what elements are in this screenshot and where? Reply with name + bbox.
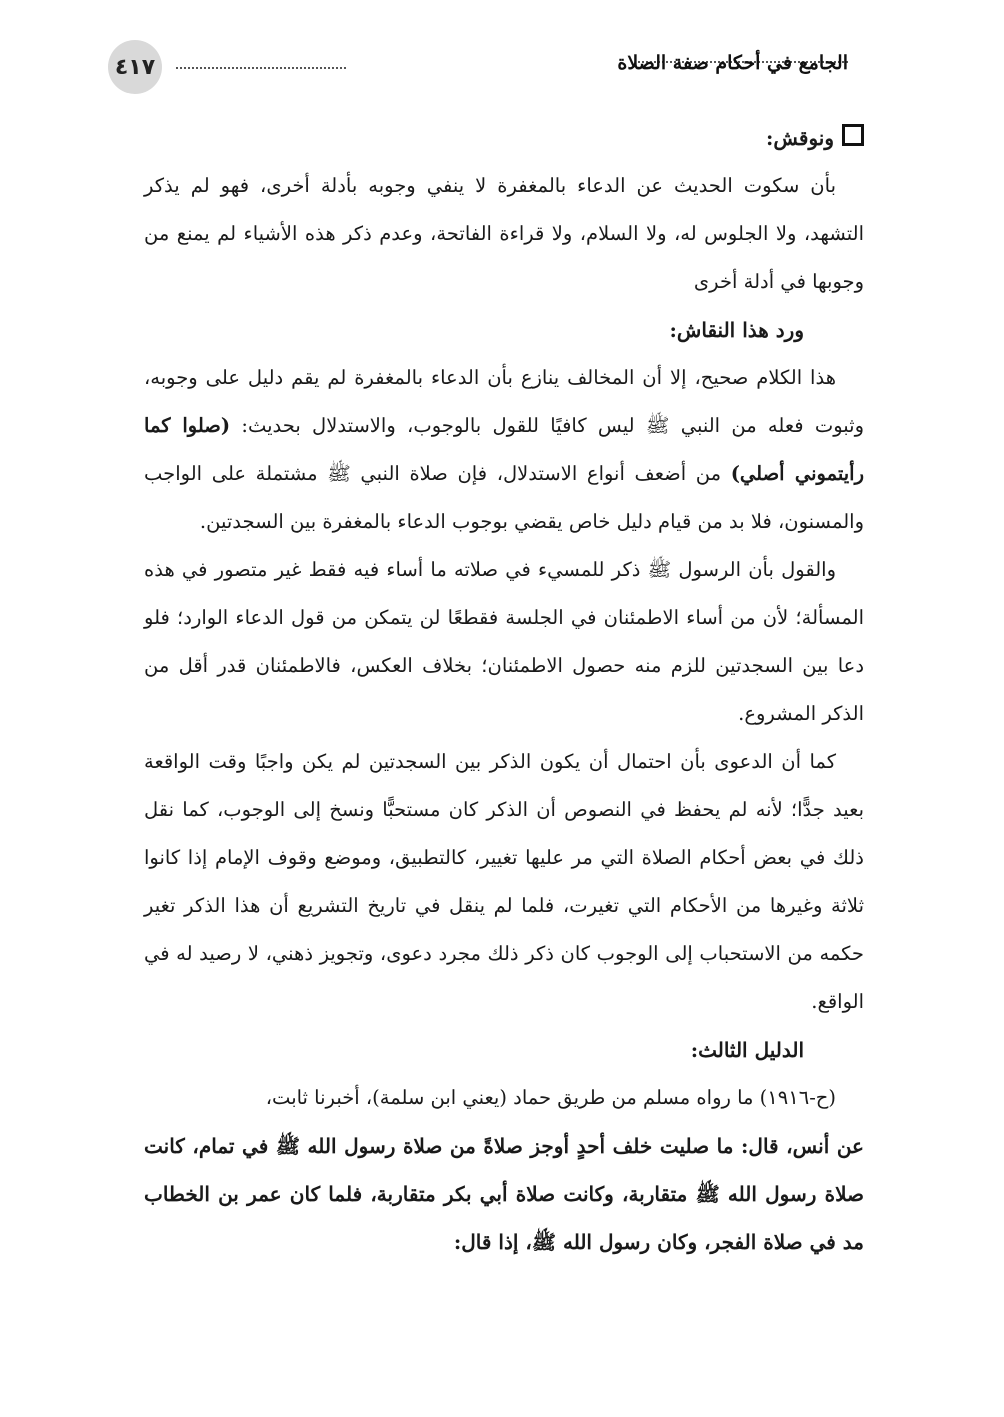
paragraph: بأن سكوت الحديث عن الدعاء بالمغفرة لا ينفي وجوبه بأدلة أخرى، فهو لم يذكر التشهد، ولا الجلوس له، ولا السلام، ولا قراءة الفاتحة، وعدم ذكر هذه الأشياء لم يمنع من وجوبها في أدلة أخرى xyxy=(144,174,864,293)
heading-text: ونوقش: xyxy=(766,126,834,150)
hadith-intro: (ح-١٩١٦) ما رواه مسلم من طريق حماد (يعني ابن سلمة)، أخبرنا ثابت، xyxy=(265,1086,836,1109)
paragraph: والقول بأن الرسول ﷺ ذكر للمسيء في صلاته ما أساء فيه فقط غير متصور في هذه المسألة؛ لأن من أساء الاطمئنان في الجلسة فقطعًا لن يتمكن من قول الدعاء الوارد؛ فلو دعا بين السجدتين للزم منه حصول الاطمئنان؛ بخلاف العكس، فالاطمئنان قدر أقل من الذكر المشروع. xyxy=(144,558,864,725)
hadith-quote: (صلوا كما رأيتموني أصلي) xyxy=(144,414,865,485)
checkbox-square-icon xyxy=(842,124,864,146)
paragraph xyxy=(144,354,864,546)
page-number: ٤١٧ xyxy=(108,40,162,94)
paragraph-text: هذا الكلام صحيح، إلا أن المخالف ينازع بأن الدعاء بالمغفرة لم يقم دليل على وجوبه، وثبوت فعله من النبي ﷺ ليس كافيًا للقول بالوجوب، والاستدلال بحديث: xyxy=(144,366,864,437)
header-dotted-leader-left xyxy=(176,67,346,69)
section-heading-third-evidence: الدليل الثالث: xyxy=(690,1038,804,1062)
section-heading-discussed xyxy=(144,114,864,162)
page-body xyxy=(144,114,864,1266)
paragraph: كما أن الدعوى بأن احتمال أن يكون الذكر بين السجدتين لم يكن واجبًا وقت الواقعة بعيد جدًّا؛ لأنه لم يحفظ في النصوص أن الذكر كان مستحبًّا ونسخ إلى الوجوب، كما نقل ذلك في بعض أحكام الصلاة التي مر عليها تغيير، كالتطبيق، وموضع وقوف الإمام إذا كانوا ثلاثة وغيرها من الأحكام التي تغيرت، فلما لم ينقل في تاريخ التشريع أن هذا الذكر تغير حكمه من الاستحباب إلى الوجوب كان ذكر ذلك مجرد دعوى، وتجويز ذهني، لا رصيد له في الواقع. xyxy=(144,750,864,1013)
paragraph-text: من أضعف أنواع الاستدلال، فإن صلاة النبي ﷺ مشتملة على الواجب والمسنون، فلا بد من قيام دليل خاص يقضي بوجوب الدعاء بالمغفرة بين السجدتين. xyxy=(144,462,864,533)
section-heading-rebuttal: ورد هذا النقاش: xyxy=(669,318,804,342)
page-header xyxy=(108,40,848,96)
hadith-text: عن أنس، قال: ما صليت خلف أحدٍ أوجز صلاةً من صلاة رسول الله ﷺ في تمام، كانت صلاة رسول الله ﷺ متقاربة، وكانت صلاة أبي بكر متقاربة، فلما كان عمر بن الخطاب مد في صلاة الفجر، وكان رسول الله ﷺ، إذا قال: xyxy=(144,1134,864,1254)
running-title: الجامع في أحكام صفة الصلاة xyxy=(617,52,848,74)
